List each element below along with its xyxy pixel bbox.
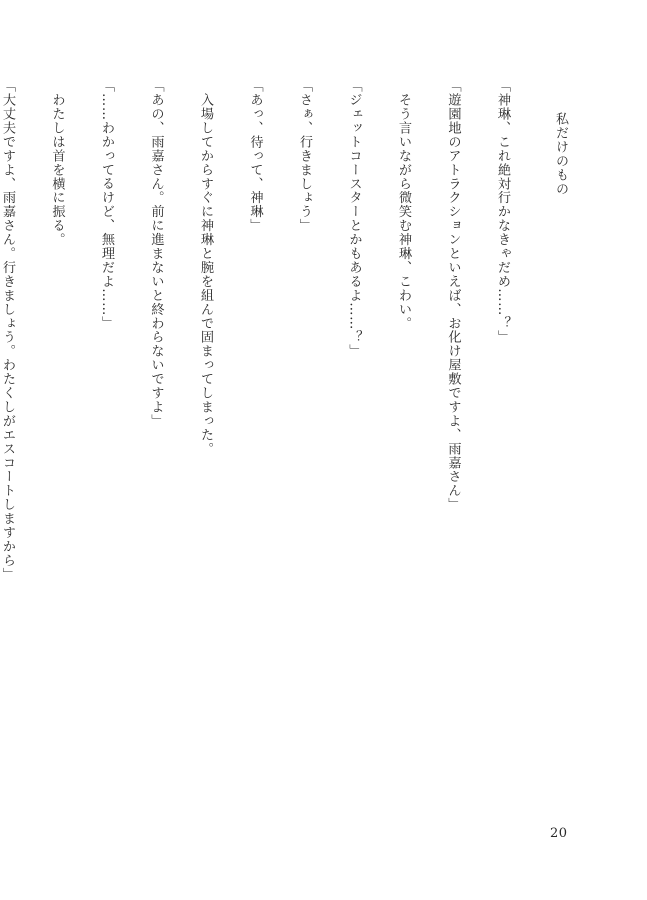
text-line: 入場してからすぐに神琳と腕を組んで固まってしまった。	[198, 79, 213, 456]
text-line: 「さぁ、行きましょう」	[297, 79, 312, 233]
text-line: そう言いながら微笑む神琳、こわい。	[396, 79, 411, 331]
text-line: 「神琳、これ絶対行かなきゃだめ……？」	[495, 79, 510, 345]
body-text	[0, 79, 543, 799]
text-line: 「あの、雨嘉さん。前に進まないと終わらないですよ」	[148, 79, 164, 428]
text-line: 「あっ、待って、神琳」	[247, 79, 263, 233]
text-line: 「遊園地のアトラクションといえば、お化け屋敷ですよ、雨嘉さん」	[445, 79, 461, 512]
text-line: わたしは首を横に振る。	[49, 79, 65, 247]
chapter-title: 私だけのもの	[553, 112, 568, 196]
text-line: 「……わかってるけど、無理だよ……」	[99, 79, 114, 331]
page-number: 20	[550, 826, 568, 841]
text-line: 「大丈夫ですよ、雨嘉さん。行きましょう。わたくしがエスコートしますから」	[0, 79, 15, 582]
text-line: 「ジェットコースターとかもあるよ……？」	[346, 79, 362, 358]
